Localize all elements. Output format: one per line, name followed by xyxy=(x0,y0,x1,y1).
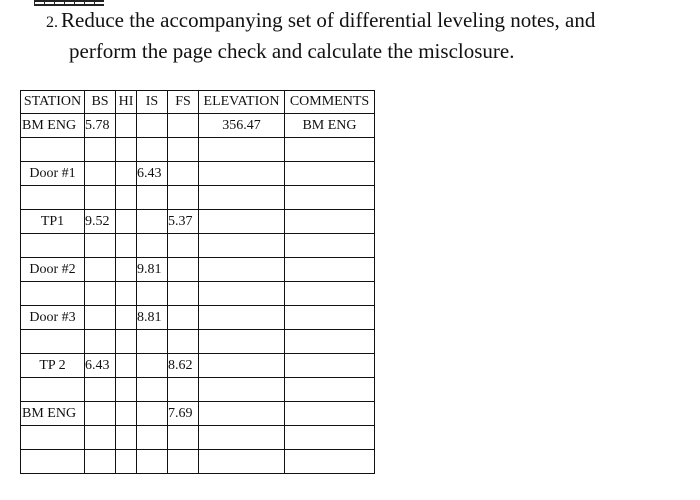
fs-cell: 7.69 xyxy=(168,402,199,426)
hi-cell xyxy=(116,258,137,282)
comments-cell xyxy=(285,138,375,162)
comments-cell xyxy=(285,330,375,354)
is-cell xyxy=(137,450,168,474)
hi-cell xyxy=(116,114,137,138)
comments-cell xyxy=(285,258,375,282)
comments-cell xyxy=(285,162,375,186)
fs-cell xyxy=(168,138,199,162)
comments-cell xyxy=(285,210,375,234)
station-cell: Door #3 xyxy=(21,306,85,330)
fs-cell xyxy=(168,258,199,282)
is-cell xyxy=(137,426,168,450)
comments-cell xyxy=(285,282,375,306)
station-cell: Door #2 xyxy=(21,258,85,282)
elevation-cell xyxy=(199,330,285,354)
header-elevation: ELEVATION xyxy=(199,91,285,114)
table-row xyxy=(21,378,375,402)
elevation-cell xyxy=(199,378,285,402)
elevation-cell xyxy=(199,402,285,426)
table-header-row xyxy=(21,91,375,114)
station-cell: TP1 xyxy=(21,210,85,234)
station-cell xyxy=(21,138,85,162)
station-cell xyxy=(21,378,85,402)
station-cell: Door #1 xyxy=(21,162,85,186)
comments-cell xyxy=(285,186,375,210)
bs-cell xyxy=(85,306,116,330)
bs-cell: 5.78 xyxy=(85,114,116,138)
table-row xyxy=(21,354,375,378)
hi-cell xyxy=(116,282,137,306)
station-cell xyxy=(21,282,85,306)
hi-cell xyxy=(116,402,137,426)
bs-cell: 9.52 xyxy=(85,210,116,234)
elevation-cell xyxy=(199,306,285,330)
table-row xyxy=(21,402,375,426)
table-row xyxy=(21,114,375,138)
is-cell xyxy=(137,186,168,210)
station-cell xyxy=(21,234,85,258)
bs-cell xyxy=(85,282,116,306)
bs-cell xyxy=(85,330,116,354)
question-text xyxy=(46,6,686,66)
fs-cell xyxy=(168,306,199,330)
is-cell xyxy=(137,330,168,354)
header-is: IS xyxy=(137,91,168,114)
elevation-cell xyxy=(199,258,285,282)
fs-cell xyxy=(168,450,199,474)
table-row xyxy=(21,282,375,306)
comments-cell xyxy=(285,426,375,450)
is-cell xyxy=(137,234,168,258)
table-row xyxy=(21,450,375,474)
is-cell xyxy=(137,402,168,426)
is-cell xyxy=(137,210,168,234)
hi-cell xyxy=(116,186,137,210)
fs-cell: 5.37 xyxy=(168,210,199,234)
station-cell: BM ENG xyxy=(21,402,85,426)
comments-cell xyxy=(285,306,375,330)
question-line-1 xyxy=(46,6,686,37)
table-row xyxy=(21,210,375,234)
header-bs: BS xyxy=(85,91,116,114)
hi-cell xyxy=(116,162,137,186)
comments-cell xyxy=(285,354,375,378)
bs-cell xyxy=(85,402,116,426)
table-row xyxy=(21,258,375,282)
fs-cell xyxy=(168,162,199,186)
table-row xyxy=(21,234,375,258)
fs-cell xyxy=(168,426,199,450)
station-cell xyxy=(21,450,85,474)
elevation-cell: 356.47 xyxy=(199,114,285,138)
fs-cell xyxy=(168,282,199,306)
table-row xyxy=(21,426,375,450)
is-cell: 6.43 xyxy=(137,162,168,186)
elevation-cell xyxy=(199,282,285,306)
header-comments: COMMENTS xyxy=(285,91,375,114)
fs-cell xyxy=(168,114,199,138)
leveling-notes-table xyxy=(20,90,375,474)
is-cell xyxy=(137,354,168,378)
fs-cell xyxy=(168,234,199,258)
elevation-cell xyxy=(199,450,285,474)
is-cell xyxy=(137,282,168,306)
bs-cell xyxy=(85,162,116,186)
elevation-cell xyxy=(199,210,285,234)
elevation-cell xyxy=(199,354,285,378)
table-row xyxy=(21,306,375,330)
hi-cell xyxy=(116,330,137,354)
question-number: 2. xyxy=(46,14,58,31)
hi-cell xyxy=(116,450,137,474)
hi-cell xyxy=(116,306,137,330)
hi-cell xyxy=(116,378,137,402)
station-cell: BM ENG xyxy=(21,114,85,138)
bs-cell xyxy=(85,426,116,450)
elevation-cell xyxy=(199,138,285,162)
comments-cell xyxy=(285,378,375,402)
elevation-cell xyxy=(199,186,285,210)
bs-cell xyxy=(85,234,116,258)
elevation-cell xyxy=(199,234,285,258)
fs-cell xyxy=(168,378,199,402)
station-cell xyxy=(21,330,85,354)
is-cell: 8.81 xyxy=(137,306,168,330)
header-fs: FS xyxy=(168,91,199,114)
hi-cell xyxy=(116,426,137,450)
fs-cell: 8.62 xyxy=(168,354,199,378)
bs-cell: 6.43 xyxy=(85,354,116,378)
is-cell xyxy=(137,138,168,162)
table-row xyxy=(21,162,375,186)
is-cell: 9.81 xyxy=(137,258,168,282)
table-row xyxy=(21,186,375,210)
question-line-2: perform the page check and calculate the misclosure. xyxy=(69,39,515,63)
table-row xyxy=(21,330,375,354)
bs-cell xyxy=(85,378,116,402)
hi-cell xyxy=(116,354,137,378)
bs-cell xyxy=(85,258,116,282)
bs-cell xyxy=(85,450,116,474)
bs-cell xyxy=(85,186,116,210)
fs-cell xyxy=(168,330,199,354)
comments-cell xyxy=(285,402,375,426)
fs-cell xyxy=(168,186,199,210)
question-line-1-text: Reduce the accompanying set of differential leveling notes, and xyxy=(61,8,596,32)
station-cell xyxy=(21,186,85,210)
elevation-cell xyxy=(199,426,285,450)
hi-cell xyxy=(116,210,137,234)
station-cell xyxy=(21,426,85,450)
station-cell: TP 2 xyxy=(21,354,85,378)
comments-cell xyxy=(285,234,375,258)
bs-cell xyxy=(85,138,116,162)
hi-cell xyxy=(116,138,137,162)
table-row xyxy=(21,138,375,162)
elevation-cell xyxy=(199,162,285,186)
comments-cell: BM ENG xyxy=(285,114,375,138)
header-station: STATION xyxy=(21,91,85,114)
comments-cell xyxy=(285,450,375,474)
is-cell xyxy=(137,378,168,402)
is-cell xyxy=(137,114,168,138)
header-hi: HI xyxy=(116,91,137,114)
hi-cell xyxy=(116,234,137,258)
